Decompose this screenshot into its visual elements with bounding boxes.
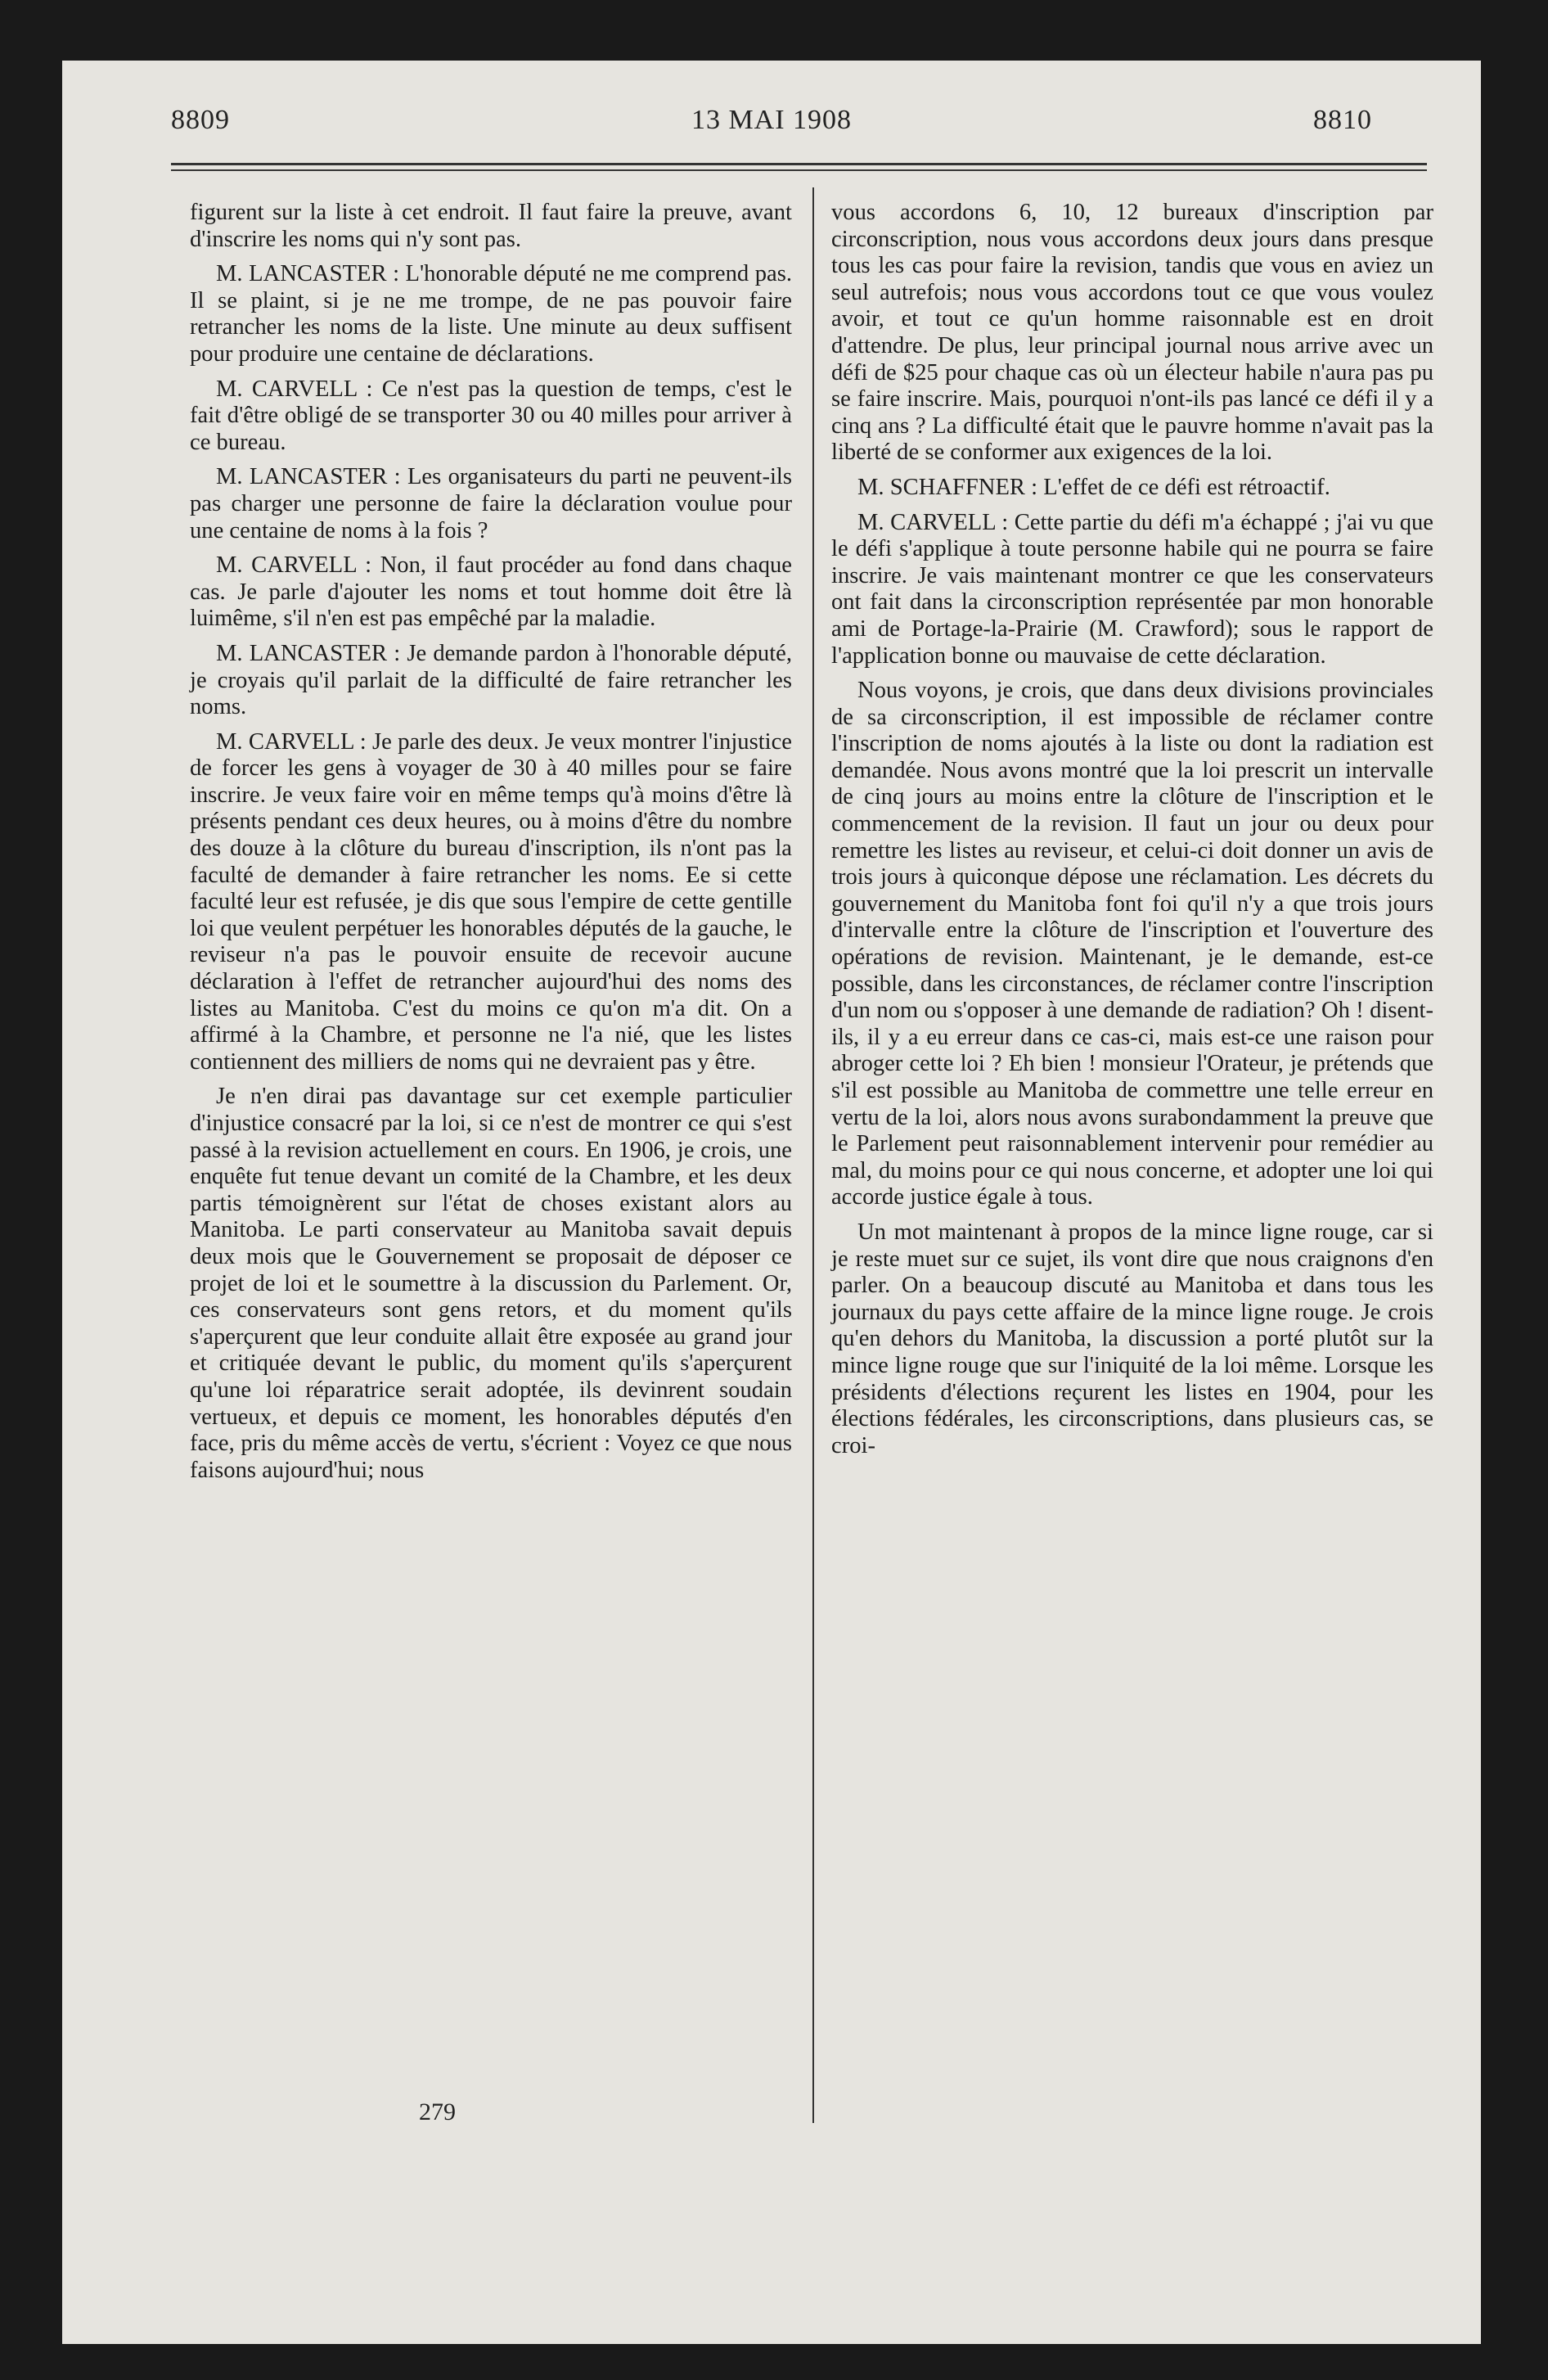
paragraph: M. LANCASTER : L'honorable député ne me comprend pas. Il se plaint, si je ne me trompe, de ne pas pouvoir faire retrancher les noms de la liste. Une minute au deux suffisent pour produire une centaine de déclarations. (190, 261, 792, 367)
page-header (62, 105, 1481, 146)
paragraph: M. CARVELL : Cette partie du défi m'a échappé ; j'ai vu que le défi s'applique à toute personne habile qui ne pourra se faire inscrire. Je vais maintenant montrer ce que les conservateurs ont fait dans la circonscription représentée par mon honorable ami de Portage-la-Prairie (M. Crawford); sous le rapport de l'application bonne ou mauvaise de cette déclaration. (831, 509, 1433, 669)
left-column (190, 200, 792, 1492)
left-page-number: 8809 (171, 105, 230, 135)
paragraph: Nous voyons, je crois, que dans deux divisions provinciales de sa circonscription, il est impossible de réclamer contre l'inscription de noms ajoutés à la liste ou dont la radiation est demandée. Nous avons montré que la loi prescrit un intervalle de cinq jours au moins entre la clôture de l'inscription et le commencement de la revision. Il faut un jour ou deux pour remettre les listes au reviseur, et celui-ci doit donner un avis de trois jours à quiconque dépose une réclamation. Les décrets du gouvernement du Manitoba font foi qu'il n'y a que trois jours d'intervalle entre la clôture de l'inscription et l'ouverture des opérations de revision. Maintenant, je le demande, est-ce possible, dans les circonstances, de réclamer contre l'inscription d'un nom ou s'opposer à une demande de radiation? Oh ! disent-ils, il y a eu erreur dans ce cas-ci, mais est-ce une raison pour abroger cette loi ? Eh bien ! monsieur l'Orateur, je prétends que s'il est possible au Manitoba de commettre une telle erreur en vertu de la loi, alors nous avons surabondamment la preuve que le Parlement peut raisonnablement intervenir pour remédier au mal, du moins pour ce qui nous concerne, et adopter une loi qui accorde justice égale à tous. (831, 678, 1433, 1210)
header-rule-bottom (171, 169, 1427, 171)
paragraph: M. LANCASTER : Les organisateurs du parti ne peuvent-ils pas charger une personne de faire la déclaration voulue pour une centaine de noms à la fois ? (190, 464, 792, 543)
paragraph: M. LANCASTER : Je demande pardon à l'honorable député, je croyais qu'il parlait de la difficulté de faire retrancher les noms. (190, 640, 792, 720)
header-rule-top (171, 163, 1427, 165)
paragraph: vous accordons 6, 10, 12 bureaux d'inscription par circonscription, nous vous accordons deux jours dans presque tous les cas pour faire la revision, tandis que vous en aviez un seul autrefois; nous vous accordons tout ce que vous voulez avoir, et tout ce qu'un homme raisonnable est en droit d'attendre. De plus, leur principal journal nous arrive avec un défi de $25 pour chaque cas où un électeur habile n'aura pas pu se faire inscrire. Mais, pourquoi n'ont-ils pas lancé ce défi il y a cinq ans ? La difficulté était que le pauvre homme n'avait pas la liberté de se conformer aux exigences de la loi. (831, 200, 1433, 466)
paragraph: M. CARVELL : Non, il faut procéder au fond dans chaque cas. Je parle d'ajouter les noms et tout homme doit être là luimême, s'il n'en est pas empêché par la maladie. (190, 552, 792, 632)
right-page-number: 8810 (1313, 105, 1372, 135)
paragraph: figurent sur la liste à cet endroit. Il faut faire la preuve, avant d'inscrire les noms qui n'y sont pas. (190, 200, 792, 252)
paragraph: M. SCHAFFNER : L'effet de ce défi est rétroactif. (857, 474, 1330, 500)
document-page (62, 61, 1481, 2344)
page-footer-number: 279 (419, 2098, 456, 2125)
header-date: 13 MAI 1908 (691, 105, 853, 135)
paragraph: M. CARVELL : Je parle des deux. Je veux montrer l'injustice de forcer les gens à voyager de 30 à 40 milles pour se faire inscrire. Je veux faire voir en même temps qu'à moins d'être là présents pendant ces deux heures, ou à moins d'être du nombre des douze à la clôture du bureau d'inscription, ils n'ont pas la faculté de demander à faire retrancher les noms. Ee si cette faculté leur est refusée, je dis que sous l'empire de cette gentille loi que veulent perpétuer les honorables députés de la gauche, le reviseur n'a pas le pouvoir ensuite de recevoir aucune déclaration à l'effet de retrancher aujourd'hui des noms des listes au Manitoba. C'est du moins ce qu'on m'a dit. On a affirmé à la Chambre, et personne ne l'a nié, que les listes contiennent des milliers de noms qui ne devraient pas y être. (190, 728, 793, 1075)
right-column (831, 200, 1433, 1467)
paragraph: Un mot maintenant à propos de la mince ligne rouge, car si je reste muet sur ce sujet, ils vont dire que nous craignons d'en parler. On a beaucoup discuté au Manitoba et dans tous les journaux du pays cette affaire de la mince ligne rouge. Je crois qu'en dehors du Manitoba, la discussion a porté plutôt sur la mince ligne rouge que sur l'iniquité de la loi même. Lorsque les présidents d'élections reçurent les listes en 1904, pour les élections fédérales, les circonscriptions, dans plusieurs cas, se croi- (831, 1219, 1433, 1458)
paragraph: M. CARVELL : Ce n'est pas la question de temps, c'est le fait d'être obligé de se transporter 30 ou 40 milles pour arriver à ce bureau. (190, 376, 792, 455)
paragraph: Je n'en dirai pas davantage sur cet exemple particulier d'injustice consacré par la loi, si ce n'est de montrer ce qui s'est passé à la revision actuellement en cours. En 1906, je crois, une enquête fut tenue devant un comité de la Chambre, et les deux partis témoignèrent sur l'état de choses existant alors au Manitoba. Le parti conservateur au Manitoba savait depuis deux mois que le Gouvernement se proposait de déposer ce projet de loi et le soumettre à la discussion du Parlement. Or, ces conservateurs sont gens retors, et du moment qu'ils s'aperçurent que leur conduite allait être exposée au grand jour et critiquée devant le public, du moment qu'ils s'aperçurent qu'une loi réparatrice serait adoptée, ils devinrent soudain vertueux, et depuis ce moment, les honorables députés d'en face, pris du même accès de vertu, s'écrient : Voyez ce que nous faisons aujourd'hui; nous (190, 1084, 792, 1483)
column-divider (812, 187, 814, 2123)
